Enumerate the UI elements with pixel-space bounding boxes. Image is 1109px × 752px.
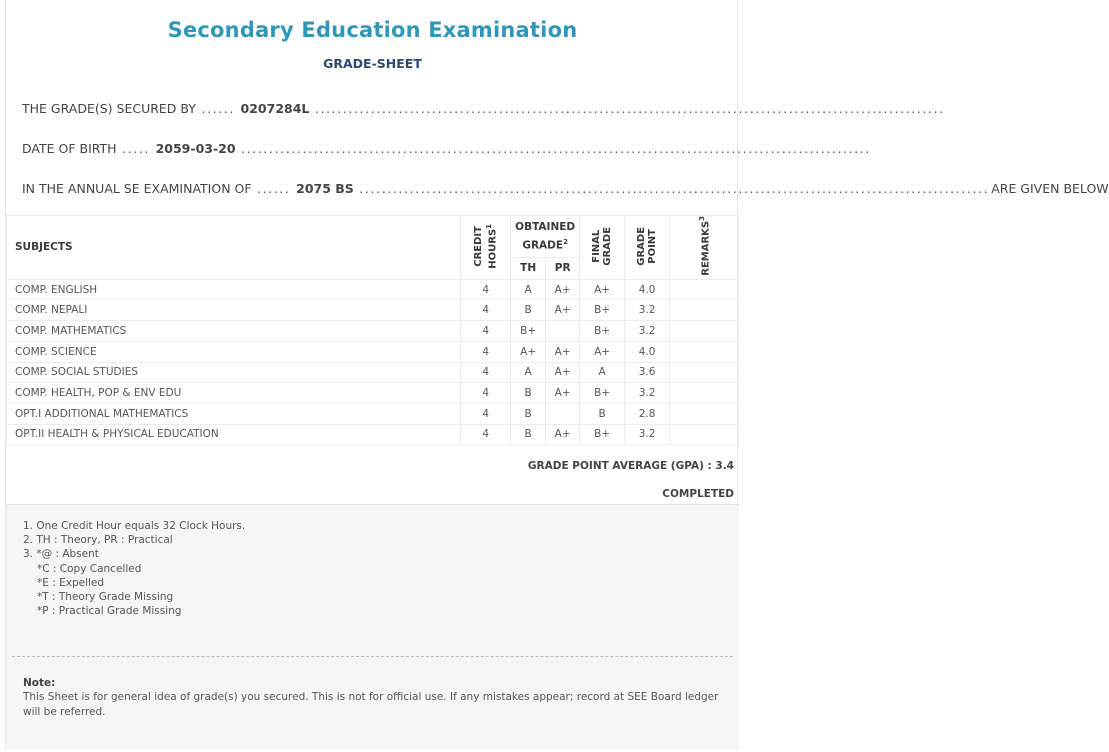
credit-cell: 4 [461, 362, 511, 383]
table-row [7, 362, 739, 383]
th-grade-cell: B [511, 403, 546, 424]
pr-grade-cell: A+ [546, 300, 580, 321]
obtained-grade-header: OBTAINED GRADE$^2$ [511, 216, 580, 258]
subject-cell: COMP. MATHEMATICS [7, 321, 461, 342]
notes-panel [6, 504, 739, 750]
th-grade-cell: B [511, 424, 546, 445]
subject-cell: COMP. HEALTH, POP & ENV EDU [7, 383, 461, 404]
final-grade-cell: B+ [580, 321, 625, 342]
credit-hours-header: CREDIT HOURS$^1$ [461, 216, 511, 280]
gpa-label: GRADE POINT AVERAGE (GPA) : [527, 460, 712, 472]
final-grade-cell: A [580, 362, 625, 383]
dob-label: DATE OF BIRTH [22, 141, 117, 156]
pr-grade-cell [546, 403, 580, 424]
remarks-cell [670, 279, 739, 300]
pr-grade-cell: A+ [546, 279, 580, 300]
pr-grade-cell [546, 321, 580, 342]
subject-cell: COMP. ENGLISH [7, 279, 461, 300]
remarks-cell [670, 321, 739, 342]
remarks-header: REMARKS$^3$ [670, 216, 739, 280]
final-grade-cell: B [580, 403, 625, 424]
page-subtitle: GRADE-SHEET [323, 56, 422, 71]
grade-point-header: GRADE POINT [625, 216, 670, 280]
grade-point-cell: 2.8 [625, 403, 670, 424]
table-row [7, 424, 739, 445]
credit-cell: 4 [461, 279, 511, 300]
symbol-number: 0207284L [240, 101, 310, 116]
exam-label: IN THE ANNUAL SE EXAMINATION OF [22, 181, 252, 196]
pr-header: PR [546, 258, 580, 280]
note-text: This Sheet is for general idea of grade(s) you secured. This is not for official use. If any mistakes appear; record at SEE Board ledger will be referred. [23, 691, 719, 718]
th-grade-cell: A [511, 362, 546, 383]
th-grade-cell: B [511, 383, 546, 404]
subjects-header: SUBJECTS [7, 216, 461, 280]
legend-item: *T : Theory Grade Missing [37, 591, 174, 604]
table-row [7, 279, 739, 300]
pr-grade-cell: A+ [546, 383, 580, 404]
gpa-summary [528, 460, 734, 472]
exam-line: IN THE ANNUAL SE EXAMINATION OF ...... 2075 BS ................................................................................................................. ARE GIVEN BELOW [22, 181, 1109, 196]
grade-point-cell: 4.0 [625, 341, 670, 362]
grade-point-cell: 3.2 [625, 300, 670, 321]
grade-point-cell: 4.0 [625, 279, 670, 300]
final-grade-cell: B+ [580, 300, 625, 321]
th-grade-cell: A [511, 279, 546, 300]
grades-label: THE GRADE(S) SECURED BY [22, 101, 196, 116]
th-grade-cell: B+ [511, 321, 546, 342]
pr-grade-cell: A+ [546, 424, 580, 445]
grades-table [6, 215, 739, 445]
remarks-cell [670, 362, 739, 383]
final-grade-header: FINAL GRADE [580, 216, 625, 280]
credit-cell: 4 [461, 424, 511, 445]
th-grade-cell: A+ [511, 341, 546, 362]
grade-point-cell: 3.6 [625, 362, 670, 383]
remarks-cell [670, 424, 739, 445]
remarks-cell [670, 403, 739, 424]
pr-grade-cell: A+ [546, 362, 580, 383]
credit-cell: 4 [461, 341, 511, 362]
th-grade-cell: B [511, 300, 546, 321]
gpa-value: 3.4 [715, 460, 734, 472]
subject-cell: OPT.II HEALTH & PHYSICAL EDUCATION [7, 424, 461, 445]
grade-sheet [5, 0, 1109, 750]
legend-list [23, 519, 245, 618]
credit-cell: 4 [461, 300, 511, 321]
final-grade-cell: B+ [580, 424, 625, 445]
final-grade-cell: B+ [580, 383, 625, 404]
legend-item: 3. *@ : Absent [23, 548, 99, 561]
pr-grade-cell: A+ [546, 341, 580, 362]
divider [12, 656, 733, 657]
grade-point-cell: 3.2 [625, 383, 670, 404]
credit-cell: 4 [461, 383, 511, 404]
table-row [7, 321, 739, 342]
remarks-cell [670, 341, 739, 362]
th-header: TH [511, 258, 546, 280]
exam-year: 2075 BS [296, 181, 354, 196]
legend-item: 2. TH : Theory, PR : Practical [23, 534, 173, 547]
table-row [7, 300, 739, 321]
note-title: Note: [23, 677, 56, 689]
credit-cell: 4 [461, 321, 511, 342]
legend-item: 1. One Credit Hour equals 32 Clock Hours. [23, 520, 246, 532]
remarks-cell [670, 300, 739, 321]
credit-cell: 4 [461, 403, 511, 424]
legend-item: *E : Expelled [37, 576, 105, 589]
table-row [7, 341, 739, 362]
page-title: Secondary Education Examination [167, 18, 578, 42]
exam-tail: ARE GIVEN BELOW [991, 181, 1109, 196]
result-status: COMPLETED [662, 488, 734, 500]
subject-cell: COMP. NEPALI [7, 300, 461, 321]
final-grade-cell: A+ [580, 341, 625, 362]
final-grade-cell: A+ [580, 279, 625, 300]
subject-cell: OPT.I ADDITIONAL MATHEMATICS [7, 403, 461, 424]
dob-value: 2059-03-20 [155, 141, 236, 156]
table-row [7, 403, 739, 424]
grade-point-cell: 3.2 [625, 321, 670, 342]
legend-item: *C : Copy Cancelled [37, 562, 142, 575]
subject-cell: COMP. SOCIAL STUDIES [7, 362, 461, 383]
legend-item: *P : Practical Grade Missing [37, 605, 182, 618]
dob-line: DATE OF BIRTH ..... 2059-03-20 ................................................................................................................. [22, 141, 871, 156]
grades-secured-line: THE GRADE(S) SECURED BY ...... 0207284L ................................................................................................................. [22, 101, 945, 116]
remarks-cell [670, 383, 739, 404]
grade-point-cell: 3.2 [625, 424, 670, 445]
table-row [7, 383, 739, 404]
subject-cell: COMP. SCIENCE [7, 341, 461, 362]
